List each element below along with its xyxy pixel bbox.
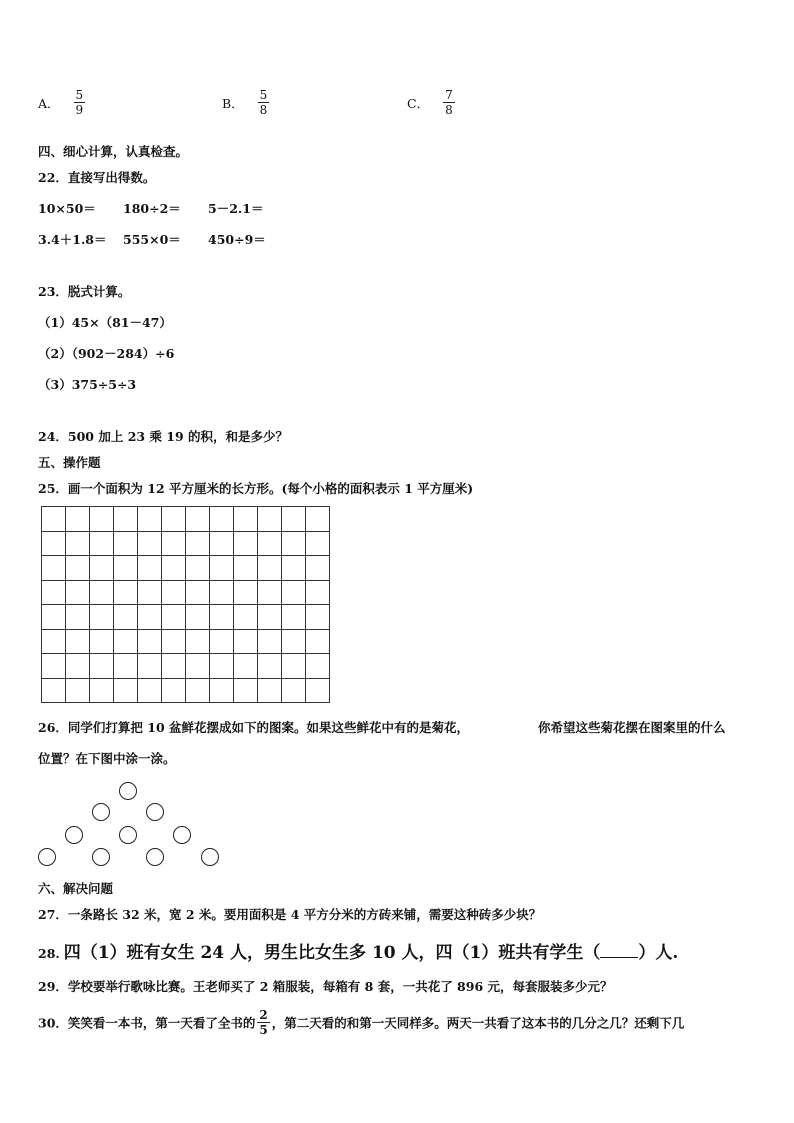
grid-cell[interactable] [42, 605, 66, 630]
q23-item-1: （1）45×（81－47） [38, 315, 172, 330]
option-b [222, 88, 269, 117]
grid-cell[interactable] [162, 605, 186, 630]
option-b-label: B． [222, 95, 244, 111]
grid-cell[interactable] [282, 507, 306, 532]
grid-cell[interactable] [282, 532, 306, 557]
grid-cell[interactable] [210, 581, 234, 606]
grid-cell[interactable] [258, 679, 282, 704]
grid-cell[interactable] [66, 679, 90, 704]
grid-cell[interactable] [114, 654, 138, 679]
grid-cell[interactable] [258, 605, 282, 630]
grid-cell[interactable] [114, 605, 138, 630]
option-c [407, 88, 455, 117]
grid-cell[interactable] [258, 581, 282, 606]
grid-cell[interactable] [306, 654, 330, 679]
q22-item-3: 5－2.1＝ [208, 201, 264, 216]
grid-cell[interactable] [282, 654, 306, 679]
grid-cell[interactable] [162, 507, 186, 532]
option-a-denominator: 9 [75, 103, 84, 117]
grid-cell[interactable] [90, 605, 114, 630]
q30-frac-num: 2 [259, 1008, 268, 1022]
section-5-title: 五、操作题 [38, 455, 101, 470]
grid-cell[interactable] [42, 532, 66, 557]
option-a [38, 88, 85, 117]
option-b-numerator: 5 [259, 88, 268, 102]
grid-cell[interactable] [138, 679, 162, 704]
grid-cell[interactable] [282, 556, 306, 581]
grid-cell[interactable] [234, 654, 258, 679]
grid-cell[interactable] [210, 507, 234, 532]
grid-cell[interactable] [42, 679, 66, 704]
grid-cell[interactable] [258, 654, 282, 679]
grid-cell[interactable] [162, 630, 186, 655]
q30-text-after: ，第二天看的和第一天同样多。两天一共看了这本书的几分之几？还剩下几 [271, 1015, 685, 1031]
grid-cell[interactable] [42, 507, 66, 532]
q22-item-5: 555×0＝ [123, 232, 181, 247]
grid-cell[interactable] [234, 605, 258, 630]
q23-item-3: （3）375÷5÷3 [38, 377, 137, 392]
q25-text: 25．画一个面积为 12 平方厘米的长方形。(每个小格的面积表示 1 平方厘米) [38, 481, 474, 496]
grid-cell[interactable] [42, 581, 66, 606]
grid-cell[interactable] [234, 679, 258, 704]
grid-cell[interactable] [42, 556, 66, 581]
grid-cell[interactable] [234, 507, 258, 532]
grid-cell[interactable] [90, 532, 114, 557]
flower-circle[interactable] [119, 826, 137, 844]
option-a-label: A． [38, 95, 60, 111]
option-a-fraction [74, 88, 86, 117]
grid-cell[interactable] [210, 679, 234, 704]
grid-cell[interactable] [306, 532, 330, 557]
grid-cell[interactable] [66, 532, 90, 557]
q22-item-1: 10×50＝ [38, 201, 96, 216]
grid-cell[interactable] [138, 630, 162, 655]
grid-cell[interactable] [138, 532, 162, 557]
grid-cell[interactable] [66, 556, 90, 581]
grid-cell[interactable] [138, 654, 162, 679]
grid-cell[interactable] [186, 556, 210, 581]
option-c-label: C． [407, 95, 430, 111]
grid-cell[interactable] [258, 507, 282, 532]
grid-cell[interactable] [66, 630, 90, 655]
grid-cell[interactable] [162, 556, 186, 581]
grid-cell[interactable] [282, 679, 306, 704]
grid-cell[interactable] [234, 581, 258, 606]
grid-cell[interactable] [186, 507, 210, 532]
grid-cell[interactable] [138, 507, 162, 532]
grid-cell[interactable] [162, 581, 186, 606]
area-grid[interactable] [41, 506, 330, 703]
grid-cell[interactable] [306, 507, 330, 532]
flower-circle[interactable] [65, 826, 83, 844]
grid-cell[interactable] [234, 630, 258, 655]
grid-cell[interactable] [114, 556, 138, 581]
grid-cell[interactable] [42, 654, 66, 679]
flower-circle[interactable] [38, 848, 56, 866]
grid-cell[interactable] [138, 556, 162, 581]
grid-cell[interactable] [90, 507, 114, 532]
grid-cell[interactable] [306, 679, 330, 704]
flower-circle[interactable] [146, 848, 164, 866]
flower-circle[interactable] [173, 826, 191, 844]
grid-cell[interactable] [306, 556, 330, 581]
grid-cell[interactable] [282, 605, 306, 630]
grid-cell[interactable] [90, 556, 114, 581]
grid-cell[interactable] [66, 581, 90, 606]
grid-cell[interactable] [258, 532, 282, 557]
grid-cell[interactable] [282, 630, 306, 655]
grid-cell[interactable] [210, 630, 234, 655]
grid-cell[interactable] [210, 654, 234, 679]
grid-cell[interactable] [114, 532, 138, 557]
grid-cell[interactable] [90, 679, 114, 704]
grid-cell[interactable] [138, 605, 162, 630]
q29-text: 29．学校要举行歌咏比赛。王老师买了 2 箱服装，每箱有 8 套，一共花了 896 元，每套服装多少元？ [38, 979, 613, 994]
grid-cell[interactable] [114, 630, 138, 655]
q28-number: 28. [38, 946, 60, 961]
grid-cell[interactable] [306, 630, 330, 655]
grid-cell[interactable] [258, 556, 282, 581]
q22-item-6: 450÷9＝ [208, 232, 266, 247]
flower-circle[interactable] [146, 803, 164, 821]
option-a-numerator: 5 [75, 88, 84, 102]
section-4-title: 四、细心计算，认真检查。 [38, 144, 189, 159]
grid-cell[interactable] [186, 679, 210, 704]
grid-cell[interactable] [186, 532, 210, 557]
grid-cell[interactable] [186, 654, 210, 679]
q22-item-2: 180÷2＝ [123, 201, 181, 216]
grid-cell[interactable] [138, 581, 162, 606]
flower-circle[interactable] [119, 782, 137, 800]
grid-cell[interactable] [66, 605, 90, 630]
flower-circle[interactable] [201, 848, 219, 866]
grid-cell[interactable] [90, 630, 114, 655]
grid-cell[interactable] [114, 507, 138, 532]
q26-text-part2: 你希望这些菊花摆在图案里的什么 [538, 720, 726, 735]
flower-circle[interactable] [92, 848, 110, 866]
q28-answer-blank[interactable] [600, 941, 638, 958]
grid-cell[interactable] [162, 679, 186, 704]
grid-cell[interactable] [114, 581, 138, 606]
grid-cell[interactable] [234, 556, 258, 581]
q24-text: 24．500 加上 23 乘 19 的积，和是多少？ [38, 429, 289, 444]
grid-cell[interactable] [186, 605, 210, 630]
flower-circle[interactable] [92, 803, 110, 821]
q30 [38, 1008, 684, 1037]
grid-cell[interactable] [162, 532, 186, 557]
grid-cell[interactable] [186, 581, 210, 606]
grid-cell[interactable] [90, 581, 114, 606]
grid-cell[interactable] [234, 532, 258, 557]
q26-text-part1: 26．同学们打算把 10 盆鲜花摆成如下的图案。如果这些鲜花中有的是菊花， [38, 720, 469, 735]
grid-cells[interactable] [41, 506, 330, 703]
grid-cell[interactable] [90, 654, 114, 679]
grid-cell[interactable] [306, 581, 330, 606]
grid-cell[interactable] [186, 630, 210, 655]
grid-cell[interactable] [114, 679, 138, 704]
option-b-denominator: 8 [259, 103, 268, 117]
q23-title: 23．脱式计算。 [38, 284, 131, 299]
q28-text-before: 四（1）班有女生 24 人，男生比女生多 10 人，四（1）班共有学生（ [63, 943, 601, 963]
grid-cell[interactable] [66, 507, 90, 532]
grid-cell[interactable] [210, 532, 234, 557]
grid-cell[interactable] [210, 556, 234, 581]
grid-cell[interactable] [306, 605, 330, 630]
grid-cell[interactable] [162, 654, 186, 679]
grid-cell[interactable] [210, 605, 234, 630]
grid-cell[interactable] [66, 654, 90, 679]
q30-fraction [257, 1008, 269, 1037]
option-c-denominator: 8 [445, 103, 453, 117]
q28 [38, 938, 678, 963]
q30-frac-den: 5 [259, 1023, 268, 1037]
grid-cell[interactable] [258, 630, 282, 655]
q22-item-4: 3.4＋1.8＝ [38, 232, 107, 247]
grid-cell[interactable] [42, 630, 66, 655]
q26-text-line2: 位置？在下图中涂一涂。 [38, 751, 176, 766]
option-b-fraction [258, 88, 270, 117]
q22-title: 22．直接写出得数。 [38, 170, 156, 185]
q27-text: 27．一条路长 32 米，宽 2 米。要用面积是 4 平方分米的方砖来铺，需要这种砖多少块？ [38, 907, 542, 922]
q23-item-2: （2）（902－284）÷6 [38, 346, 175, 361]
option-c-fraction [443, 88, 455, 117]
q30-text-before: 30．笑笑看一本书，第一天看了全书的 [38, 1015, 256, 1031]
option-c-numerator: 7 [445, 88, 453, 102]
section-6-title: 六、解决问题 [38, 881, 114, 896]
q28-text-after: ）人. [638, 943, 679, 963]
grid-cell[interactable] [282, 581, 306, 606]
